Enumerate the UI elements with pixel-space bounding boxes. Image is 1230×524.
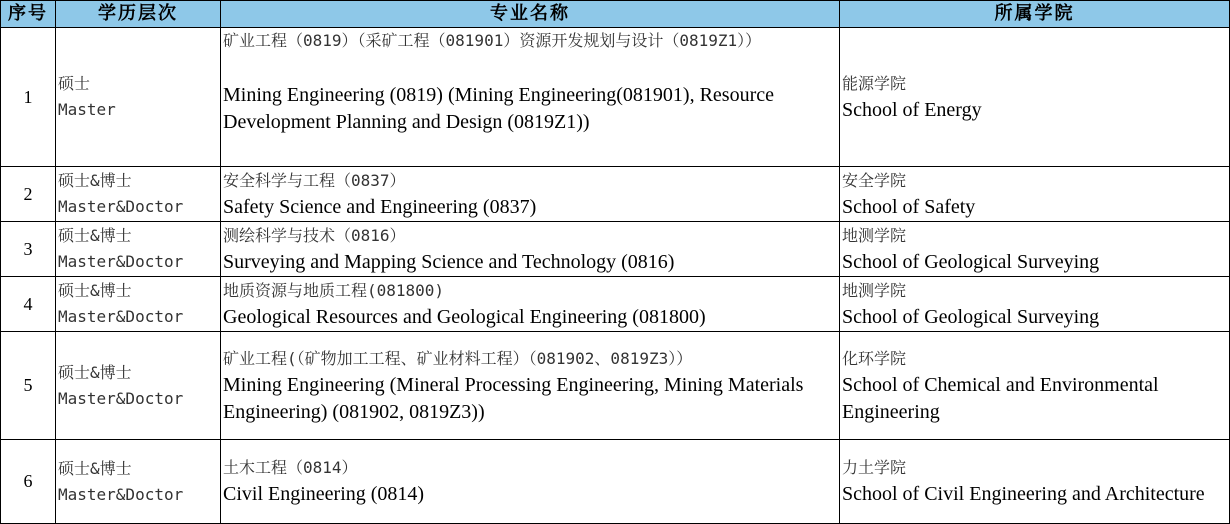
major-name-en: Mining Engineering (Mineral Processing Engineering, Mining Materials Engineering) (081902, 0819Z3)): [223, 373, 804, 423]
table-row: [1, 222, 1230, 277]
degree-level-cell: [56, 167, 221, 222]
table-row: [1, 332, 1230, 440]
table-row: [1, 28, 1230, 167]
college-name-zh: 地测学院: [842, 280, 907, 300]
degree-level-en: Master&Doctor: [58, 197, 184, 216]
row-seq: 6: [1, 440, 56, 524]
table-row: [1, 167, 1230, 222]
college-cell: [840, 222, 1230, 277]
degree-level-zh: 硕士&博士: [58, 458, 132, 478]
row-seq: 3: [1, 222, 56, 277]
degree-level-zh: 硕士&博士: [58, 171, 132, 190]
header-level: 学历层次: [56, 1, 221, 28]
college-name-en: School of Safety: [842, 195, 976, 218]
major-cell: [221, 167, 840, 222]
college-cell: [840, 332, 1230, 440]
college-name-en: School of Civil Engineering and Architecture: [842, 483, 1205, 505]
degree-level-zh: 硕士&博士: [58, 226, 132, 245]
major-name-zh: 矿业工程（0819）（采矿工程（081901）资源开发规划与设计（0819Z1））: [223, 31, 762, 50]
header-row: [1, 1, 1230, 28]
degree-level-en: Master&Doctor: [58, 484, 184, 504]
college-name-zh: 安全学院: [842, 170, 907, 190]
major-cell: [221, 222, 840, 277]
degree-level-zh: 硕士&博士: [58, 281, 132, 300]
degree-level-en: Master: [58, 100, 116, 119]
college-name-zh: 化环学院: [842, 348, 907, 368]
header-major: 专业名称: [221, 1, 840, 28]
row-seq: 4: [1, 277, 56, 332]
college-cell: [840, 440, 1230, 524]
degree-level-cell: [56, 440, 221, 524]
table-row: [1, 277, 1230, 332]
degree-level-cell: [56, 332, 221, 440]
header-seq: 序号: [1, 1, 56, 28]
degree-level-en: Master&Doctor: [58, 388, 184, 408]
college-name-zh: 地测学院: [842, 225, 907, 245]
table-row: [1, 440, 1230, 524]
degree-level-en: Master&Doctor: [58, 252, 184, 271]
college-name-zh: 力土学院: [842, 458, 907, 477]
row-seq: 1: [1, 28, 56, 167]
degree-level-cell: [56, 222, 221, 277]
major-name-zh: 地质资源与地质工程(081800): [223, 280, 445, 300]
major-name-zh: 测绘科学与技术（0816）: [223, 225, 406, 245]
major-name-en: Geological Resources and Geological Engineering (081800): [223, 305, 706, 328]
major-cell: [221, 277, 840, 332]
header-college: 所属学院: [840, 1, 1230, 28]
college-name-en: School of Energy: [842, 98, 982, 121]
degree-level-zh: 硕士&博士: [58, 362, 132, 382]
major-cell: [221, 28, 840, 167]
degree-level-zh: 硕士: [58, 74, 91, 93]
degree-level-cell: [56, 277, 221, 332]
college-name-en: School of Geological Surveying: [842, 305, 1100, 328]
row-seq: 2: [1, 167, 56, 222]
degree-level-cell: [56, 28, 221, 167]
college-name-en: School of Chemical and Environmental Engineering: [842, 373, 1159, 423]
college-cell: [840, 167, 1230, 222]
major-name-en: Surveying and Mapping Science and Technology (0816): [223, 250, 675, 273]
college-cell: [840, 28, 1230, 167]
college-name-zh: 能源学院: [842, 73, 907, 93]
row-seq: 5: [1, 332, 56, 440]
degree-level-en: Master&Doctor: [58, 307, 184, 326]
college-cell: [840, 277, 1230, 332]
major-cell: [221, 332, 840, 440]
major-name-en: Mining Engineering (0819) (Mining Engineering(081901), Resource Development Planning and Design (0819Z1)): [223, 84, 774, 133]
major-cell: [221, 440, 840, 524]
major-name-zh: 安全科学与工程（0837）: [223, 170, 406, 190]
major-name-en: Safety Science and Engineering (0837): [223, 195, 537, 218]
major-name-zh: 矿业工程(（矿物加工工程、矿业材料工程）（081902、0819Z3））: [223, 348, 693, 368]
college-name-en: School of Geological Surveying: [842, 250, 1100, 273]
major-name-en: Civil Engineering (0814): [223, 483, 425, 505]
major-name-zh: 土木工程（0814）: [223, 458, 358, 477]
